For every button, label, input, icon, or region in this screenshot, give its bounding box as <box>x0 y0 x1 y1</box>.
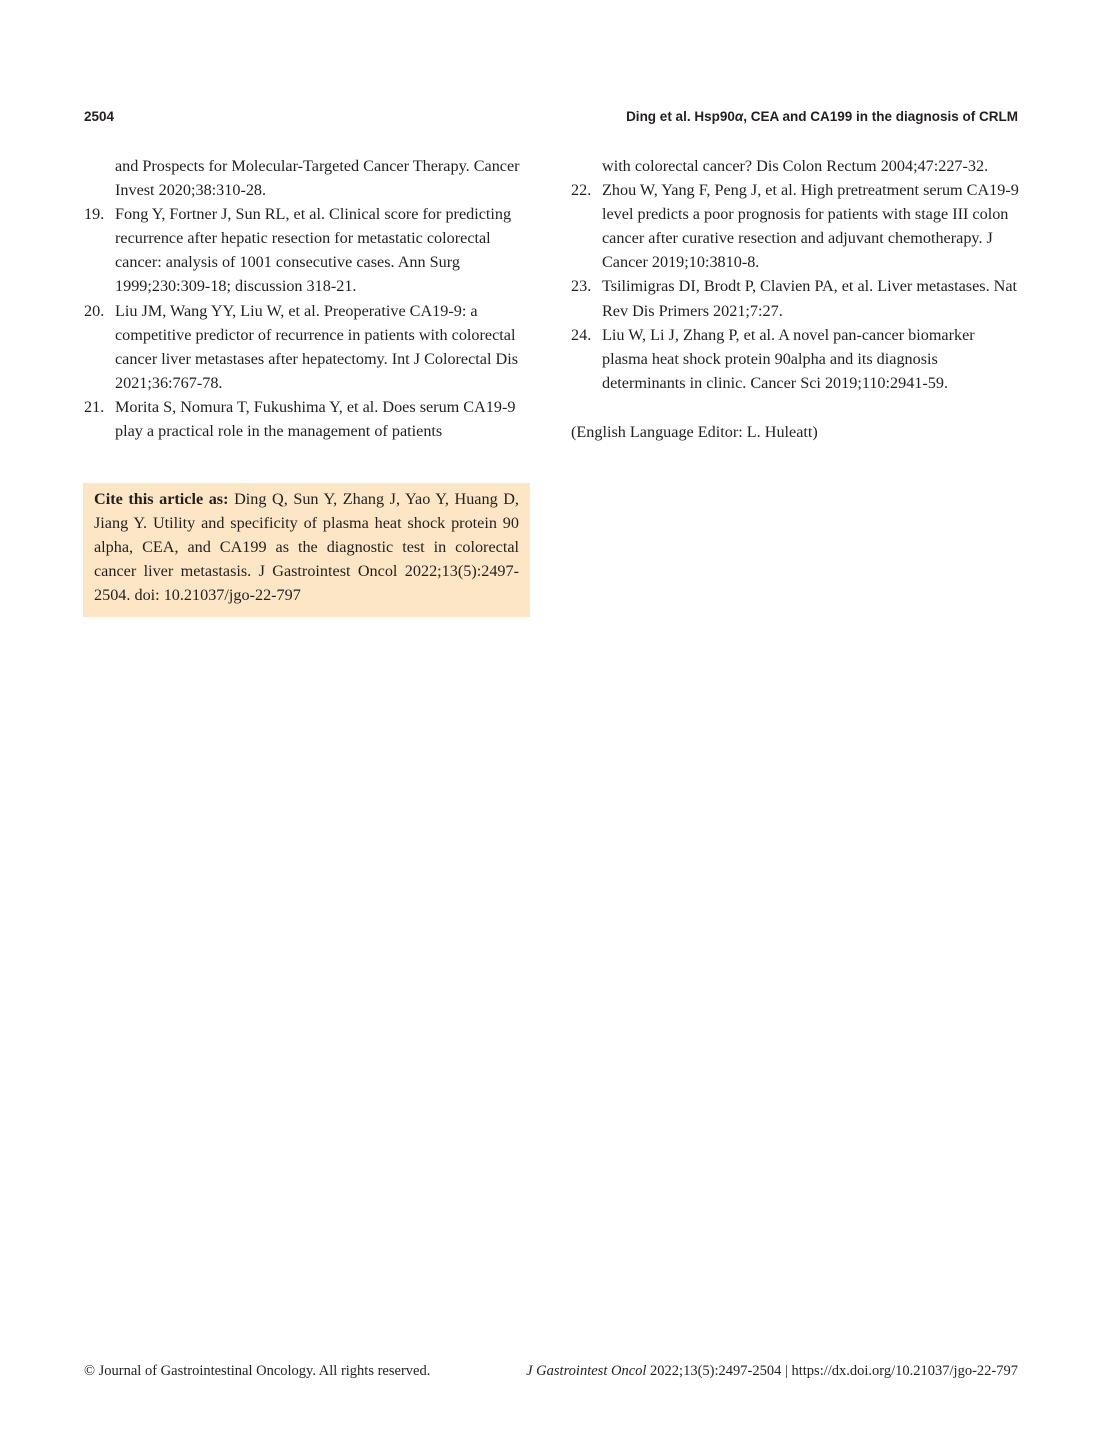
reference-item <box>84 395 532 443</box>
running-title-post: , CEA and CA199 in the diagnosis of CRLM <box>743 109 1018 124</box>
references-left-column <box>84 154 532 443</box>
running-title <box>626 109 1018 124</box>
cite-label: Cite this article as: <box>94 490 229 508</box>
reference-text: Morita S, Nomura T, Fukushima Y, et al. Does serum CA19-9 play a practical role in the management of patients <box>115 397 516 441</box>
journal-citation <box>526 1363 1018 1380</box>
references-right-column <box>571 154 1021 460</box>
language-editor-note: (English Language Editor: L. Huleatt) <box>571 422 818 441</box>
reference-item <box>84 299 532 395</box>
running-head <box>84 109 1018 129</box>
running-title-alpha: α <box>734 109 744 124</box>
reference-number: 24. <box>571 325 592 344</box>
reference-number: 20. <box>84 301 105 320</box>
reference-number: 22. <box>571 181 592 200</box>
reference-continuation: and Prospects for Molecular-Targeted Cancer Therapy. Cancer Invest 2020;38:310-28. <box>115 157 520 200</box>
copyright-notice: © Journal of Gastrointestinal Oncology. All rights reserved. <box>84 1363 431 1379</box>
reference-text: Zhou W, Yang F, Peng J, et al. High pretreatment serum CA19-9 level predicts a poor prognosis for patients with stage III colon cancer after curative resection and adjuvant chemotherapy. J Cancer 2019;10:3810-8. <box>602 181 1019 272</box>
reference-number: 23. <box>571 277 592 296</box>
reference-item <box>571 178 1021 274</box>
journal-abbreviation: J Gastrointest Oncol <box>526 1363 647 1379</box>
reference-text: Liu JM, Wang YY, Liu W, et al. Preoperative CA19-9: a competitive predictor of recurrence in patients with colorectal cancer liver metastases after hepatectomy. Int J Colorectal Dis 2021;36:767-78. <box>115 301 519 392</box>
cite-text: Ding Q, Sun Y, Zhang J, Yao Y, Huang D, Jiang Y. Utility and specificity of plasma heat shock protein 90 alpha, CEA, and CA199 as the diagnostic test in colorectal cancer liver metastasis. J Gastrointest Oncol 2022;13(5):2497-2504. doi: 10.21037/jgo-22-797 <box>94 490 519 605</box>
reference-item <box>571 274 1021 322</box>
reference-text: Fong Y, Fortner J, Sun RL, et al. Clinical score for predicting recurrence after hepatic resection for metastatic colorectal cancer: analysis of 1001 consecutive cases. Ann Surg 1999;230:309-18; discussion 318-21. <box>115 205 512 296</box>
reference-item <box>84 202 532 298</box>
reference-text: Tsilimigras DI, Brodt P, Clavien PA, et al. Liver metastases. Nat Rev Dis Primers 2021;7:27. <box>602 277 1018 320</box>
page-number: 2504 <box>84 109 115 124</box>
cite-this-article-box <box>83 483 530 617</box>
page-footer <box>84 1363 1018 1385</box>
reference-number: 19. <box>84 205 105 224</box>
running-title-pre: Ding et al. Hsp90 <box>626 109 735 124</box>
reference-continuation: with colorectal cancer? Dis Colon Rectum 2004;47:227-32. <box>602 157 989 175</box>
reference-number: 21. <box>84 397 105 416</box>
journal-citation-details: 2022;13(5):2497-2504 | https://dx.doi.org/10.21037/jgo-22-797 <box>646 1363 1018 1379</box>
reference-item <box>571 323 1021 395</box>
reference-text: Liu W, Li J, Zhang P, et al. A novel pan-cancer biomarker plasma heat shock protein 90alpha and its diagnosis determinants in clinic. Cancer Sci 2019;110:2941-59. <box>602 325 975 392</box>
